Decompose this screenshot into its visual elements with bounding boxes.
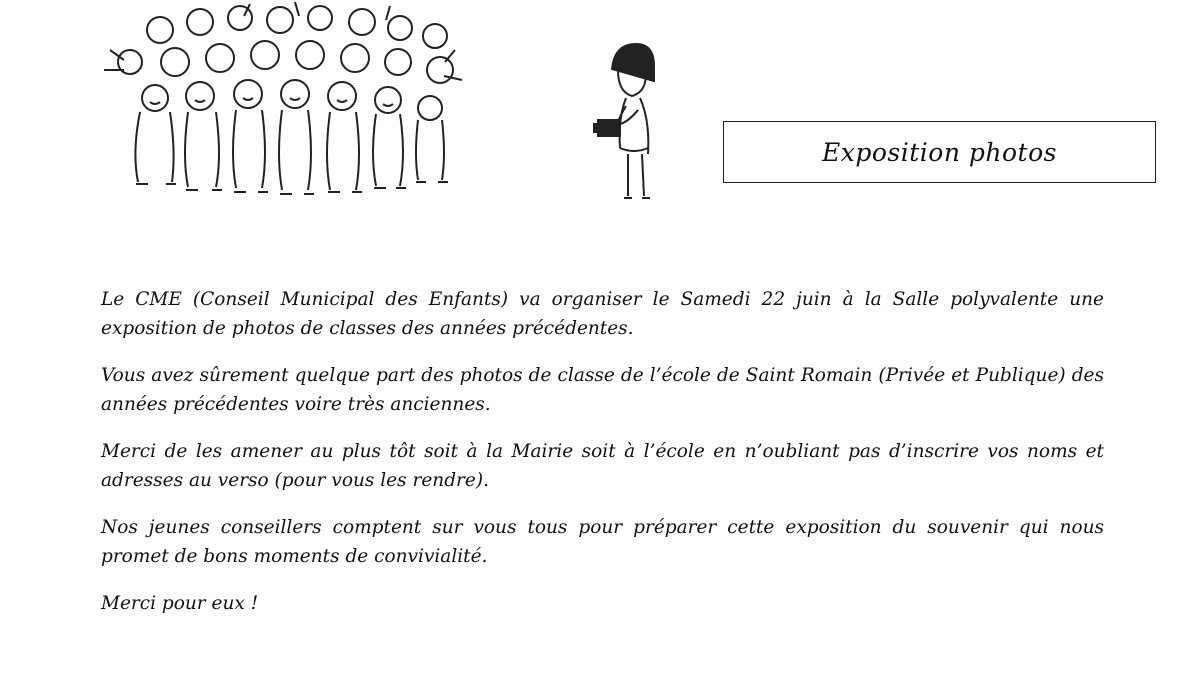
photographer-drawing-icon: [592, 40, 670, 208]
crowd-of-children-drawing-icon: [100, 0, 472, 208]
paragraph-intro: Le CME (Conseil Municipal des Enfants) va organiser le Samedi 22 juin à la Salle polyvalente une exposition de photos de classes des années précédentes.: [101, 289, 1104, 339]
paragraph-request: Merci de les amener au plus tôt soit à la Mairie soit à l’école en n’oubliant pas d’inscrire vos noms et adresses au verso (pour vous les rendre).: [101, 441, 1104, 491]
paragraph-photos: Vous avez sûrement quelque part des photos de classe de l’école de Saint Romain (Privée et Publique) des années précédentes voire très anciennes.: [101, 365, 1104, 415]
page-title: Exposition photos: [822, 137, 1057, 167]
paragraph-thanks: Merci pour eux !: [101, 593, 259, 614]
title-box: [723, 121, 1156, 183]
paragraph-councillors: Nos jeunes conseillers comptent sur vous tous pour préparer cette exposition du souvenir qui nous promet de bons moments de convivialité.: [101, 517, 1104, 567]
announcement-body: [101, 285, 1104, 636]
